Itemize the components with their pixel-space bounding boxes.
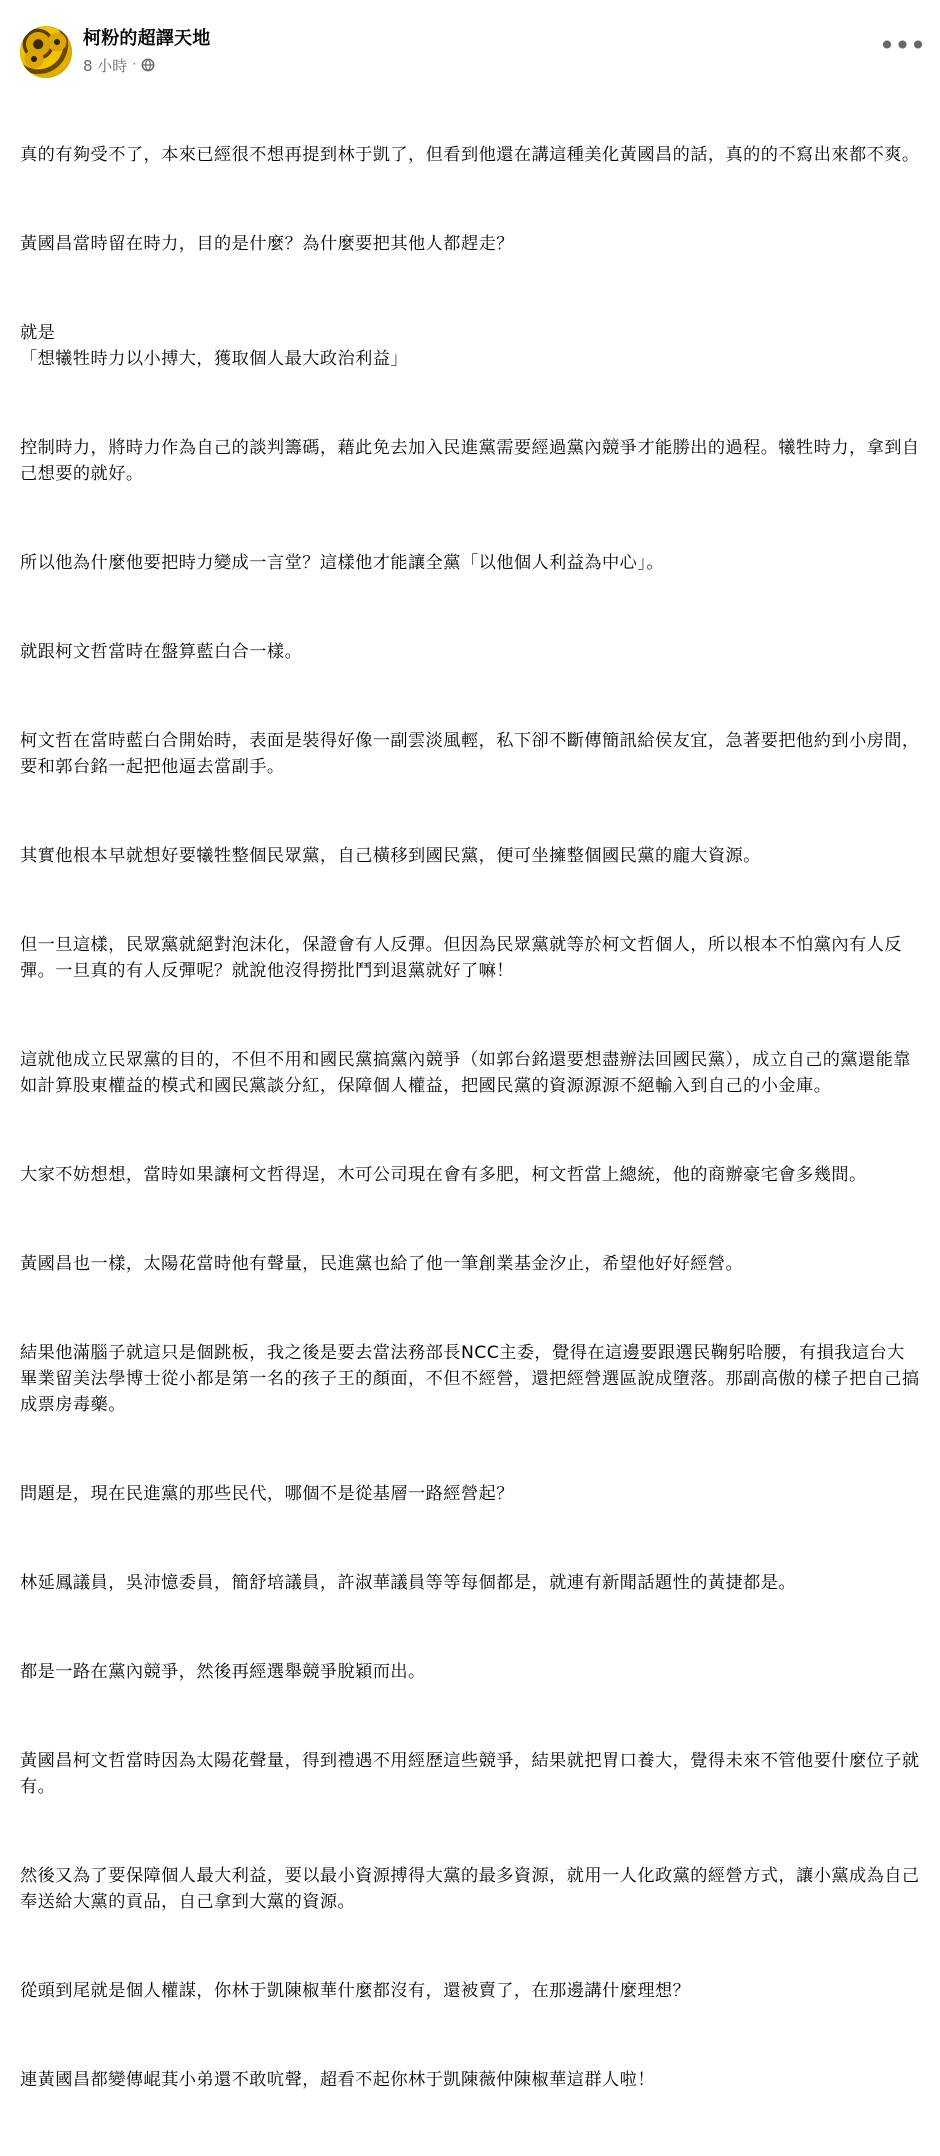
post-paragraph: 真的有夠受不了，本來已經很不想再提到林于凱了，但看到他還在講這種美化黃國昌的話，真的的不寫出來都不爽。	[20, 145, 920, 165]
post-paragraph: 黃國昌當時留在時力，目的是什麼？為什麼要把其他人都趕走？	[20, 234, 514, 254]
post-paragraph: 控制時力，將時力作為自己的談判籌碼，藉此免去加入民進黨需要經過黨內競爭才能勝出的過程。犧牲時力，拿到自己想要的就好。	[20, 438, 920, 484]
post-paragraph: 然後又為了要保障個人最大利益，要以最小資源搏得大黨的最多資源，就用一人化政黨的經營方式，讓小黨成為自己奉送給大黨的貢品，自己拿到大黨的資源。	[20, 1866, 920, 1912]
post-time-link[interactable]: 8 小時	[83, 56, 128, 75]
page-name-link[interactable]: 柯粉的超譯天地	[83, 28, 211, 49]
post-paragraph: 就跟柯文哲當時在盤算藍白合一樣。	[20, 642, 303, 662]
post-paragraph: 黃國昌柯文哲當時因為太陽花聲量，得到禮遇不用經歷這些競爭，結果就把胃口養大，覺得未來不管他要什麼位子就有。	[20, 1751, 920, 1797]
post-paragraph: 都是一路在黨內競爭，然後再經選舉競爭脫穎而出。	[20, 1662, 426, 1682]
post-paragraph: 從頭到尾就是個人權謀，你林于凱陳椒華什麼都沒有，還被賣了，在那邊講什麼理想？	[20, 1981, 691, 2001]
globe-icon[interactable]	[141, 58, 155, 72]
post-paragraph: 就是 「想犧牲時力以小搏大，獲取個人最大政治利益」	[20, 323, 409, 369]
post-meta	[83, 55, 155, 75]
post-paragraph: 其實他根本早就想好要犧牲整個民眾黨，自己橫移到國民黨，便可坐擁整個國民黨的龐大資源。	[20, 846, 761, 866]
meta-separator: ·	[132, 57, 137, 71]
post-paragraph: 但一旦這樣，民眾黨就絕對泡沫化，保證會有人反彈。但因為民眾黨就等於柯文哲個人，所以根本不怕黨內有人反彈。一旦真的有人反彈呢？就說他沒得撈批鬥到退黨就好了嘛！	[20, 935, 902, 981]
post-paragraph: 結果他滿腦子就這只是個跳板，我之後是要去當法務部長NCC主委，覺得在這邊要跟選民鞠躬哈腰，有損我這台大畢業留美法學博士從小都是第一名的孩子王的顏面，不但不經營，還把經營選區說成墮落。那副高傲的樣子把自己搞成票房毒藥。	[20, 1343, 920, 1415]
post-paragraph: 林延鳳議員，吳沛憶委員，簡舒培議員，許淑華議員等等每個都是，就連有新聞話題性的黃捷都是。	[20, 1573, 797, 1593]
more-horizontal-icon: •••	[878, 29, 926, 62]
post-message	[20, 90, 920, 2156]
post-paragraph: 連黃國昌都變傳崐萁小弟還不敢吭聲，超看不起你林于凱陳薇仲陳椒華這群人啦！	[20, 2070, 655, 2090]
post-paragraph: 問題是，現在民進黨的那些民代，哪個不是從基層一路經營起？	[20, 1484, 514, 1504]
post-paragraph: 柯文哲在當時藍白合開始時，表面是裝得好像一副雲淡風輕，私下卻不斷傳簡訊給侯友宜，急著要把他約到小房間，要和郭台銘一起把他逼去當副手。	[20, 731, 920, 777]
post-paragraph: 大家不妨想想，當時如果讓柯文哲得逞，木可公司現在會有多肥，柯文哲當上總統，他的商辦豪宅會多幾間。	[20, 1165, 867, 1185]
post-paragraph: 黃國昌也一樣，太陽花當時他有聲量，民進黨也給了他一筆創業基金汐止，希望他好好經營。	[20, 1254, 744, 1274]
page-avatar[interactable]	[20, 26, 72, 78]
post-header	[20, 26, 926, 78]
post-paragraph: 這就他成立民眾黨的目的，不但不用和國民黨搞黨內競爭（如郭台銘還要想盡辦法回國民黨），成立自己的黨還能靠如計算股東權益的模式和國民黨談分紅，保障個人權益，把國民黨的資源源源不絕輸入到自己的小金庫。	[20, 1050, 911, 1096]
more-options-button[interactable]	[878, 29, 926, 65]
post-paragraph: 所以他為什麼他要把時力變成一言堂？這樣他才能讓全黨「以他個人利益為中心」。	[20, 553, 664, 573]
